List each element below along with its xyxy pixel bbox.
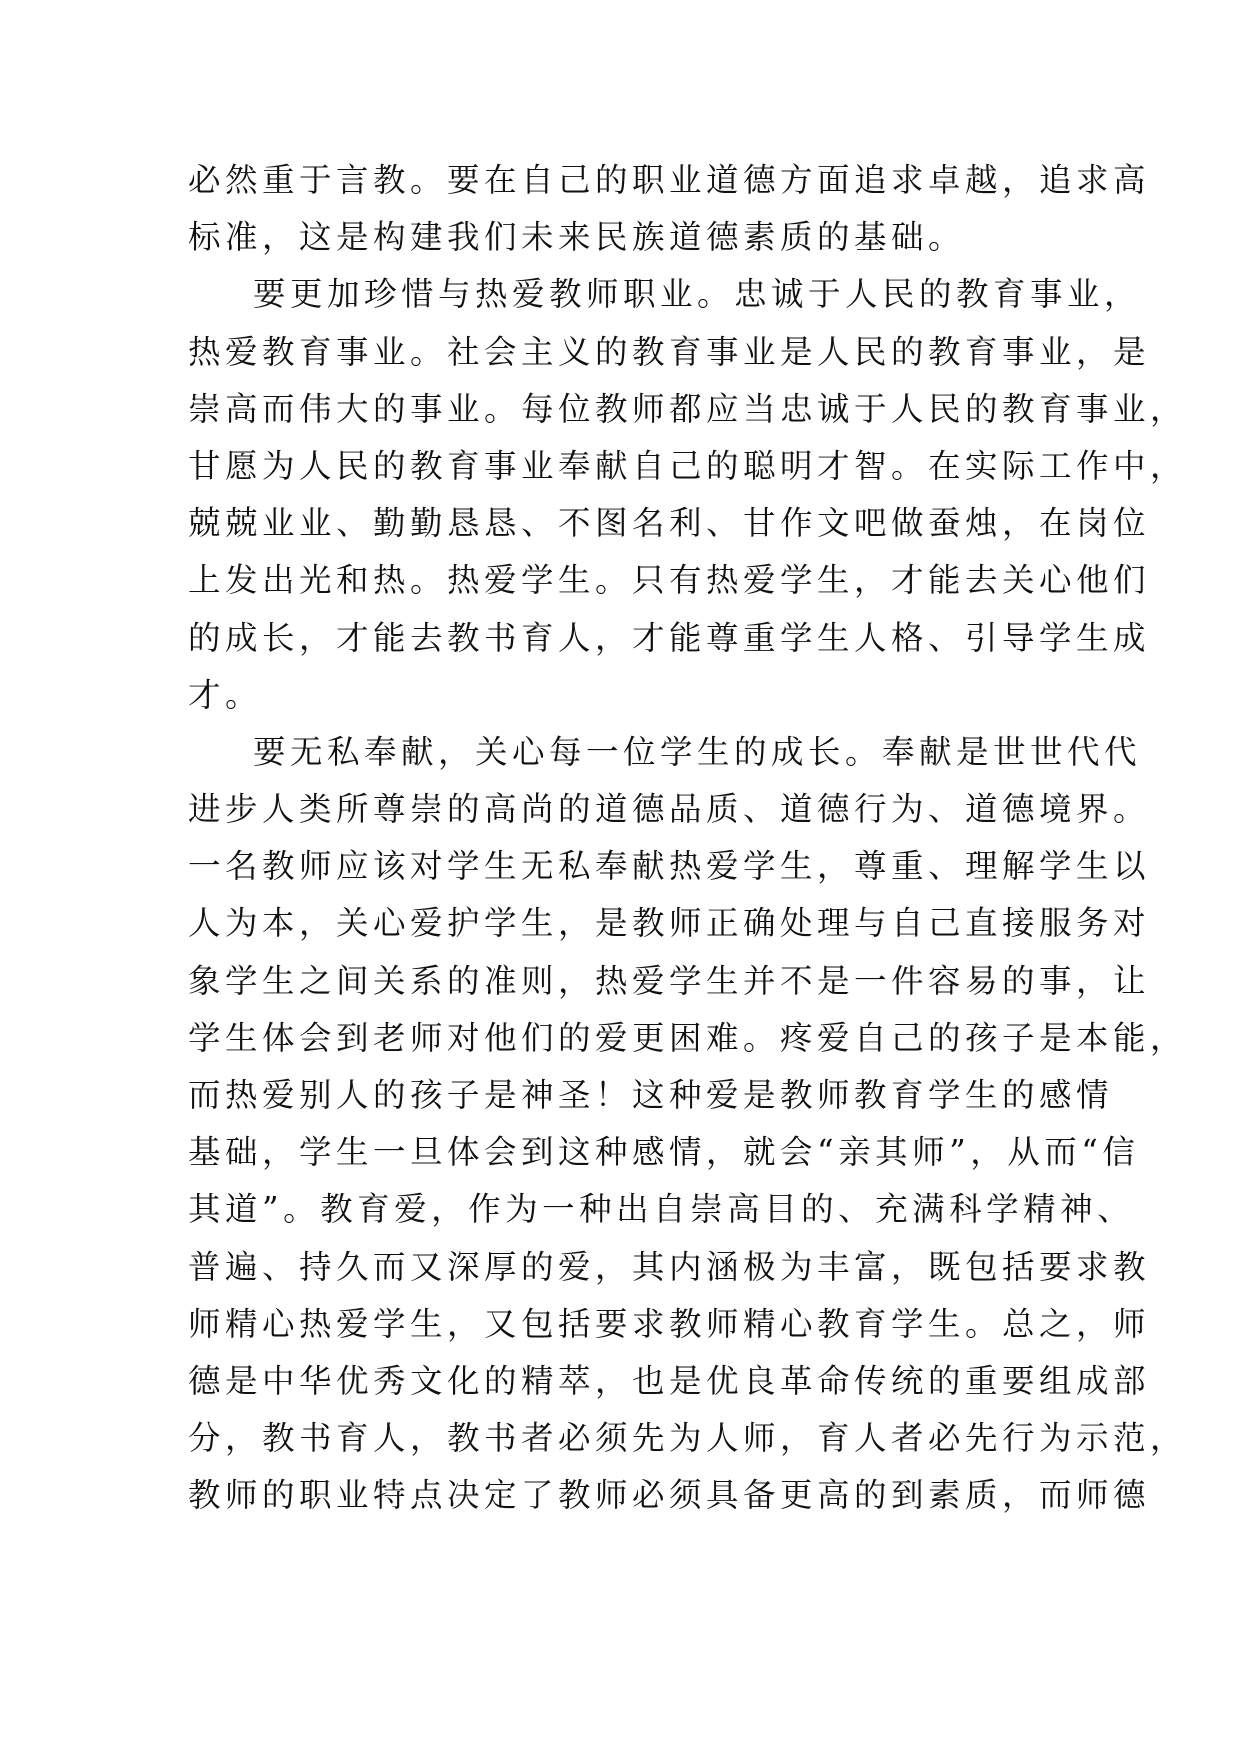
paragraph-line: 兢兢业业、勤勤恳恳、不图名利、甘作文吧做蚕烛，在岗位 — [188, 504, 1151, 543]
paragraph-line: 进步人类所尊崇的高尚的道德品质、道德行为、道德境界。 — [188, 790, 1151, 829]
paragraph-line: 德是中华优秀文化的精萃，也是优良革命传统的重要组成部 — [188, 1361, 1151, 1400]
paragraph-line: 学生体会到老师对他们的爱更困难。疼爱自己的孩子是本能， — [188, 1018, 1188, 1057]
document-body — [188, 152, 1188, 1525]
paragraph-line: 师精心热爱学生，又包括要求教师精心教育学生。总之，师 — [188, 1304, 1151, 1343]
paragraph-line: 一名教师应该对学生无私奉献热爱学生，尊重、理解学生以 — [188, 847, 1151, 886]
paragraph-line: 热爱教育事业。社会主义的教育事业是人民的教育事业，是 — [188, 332, 1151, 371]
paragraph-line: 分，教书育人，教书者必须先为人师，育人者必先行为示范， — [188, 1419, 1188, 1458]
paragraph-line: 要无私奉献，关心每一位学生的成长。奉献是世世代代 — [253, 732, 1142, 771]
paragraph-line: 崇高而伟大的事业。每位教师都应当忠诚于人民的教育事业， — [188, 389, 1188, 428]
paragraph-line: 甘愿为人民的教育事业奉献自己的聪明才智。在实际工作中， — [188, 446, 1188, 485]
paragraph-line: 的成长，才能去教书育人，才能尊重学生人格、引导学生成 — [188, 618, 1151, 657]
paragraph-line: 而热爱别人的孩子是神圣！这种爱是教师教育学生的感情 — [188, 1076, 1114, 1114]
paragraph-line: 其道”。教育爱，作为一种出自崇高目的、充满科学精神、 — [188, 1190, 1135, 1229]
paragraph-line: 标准，这是构建我们未来民族道德素质的基础。 — [188, 218, 966, 257]
paragraph-line: 普遍、持久而又深厚的爱，其内涵极为丰富，既包括要求教 — [188, 1247, 1151, 1286]
paragraph-line: 教师的职业特点决定了教师必须具备更高的到素质，而师德 — [188, 1476, 1151, 1515]
paragraph-line: 要更加珍惜与热爱教师职业。忠诚于人民的教育事业， — [253, 275, 1142, 314]
paragraph-line: 必然重于言教。要在自己的职业道德方面追求卓越，追求高 — [188, 161, 1151, 199]
paragraph-line: 才。 — [188, 675, 263, 714]
paragraph-line: 象学生之间关系的准则，热爱学生并不是一件容易的事，让 — [188, 961, 1151, 1000]
paragraph-line: 基础，学生一旦体会到这种感情，就会“亲其师”，从而“信 — [188, 1133, 1140, 1172]
paragraph-line: 上发出光和热。热爱学生。只有热爱学生，才能去关心他们 — [188, 561, 1151, 600]
paragraph-line: 人为本，关心爱护学生，是教师正确处理与自己直接服务对 — [188, 904, 1151, 943]
